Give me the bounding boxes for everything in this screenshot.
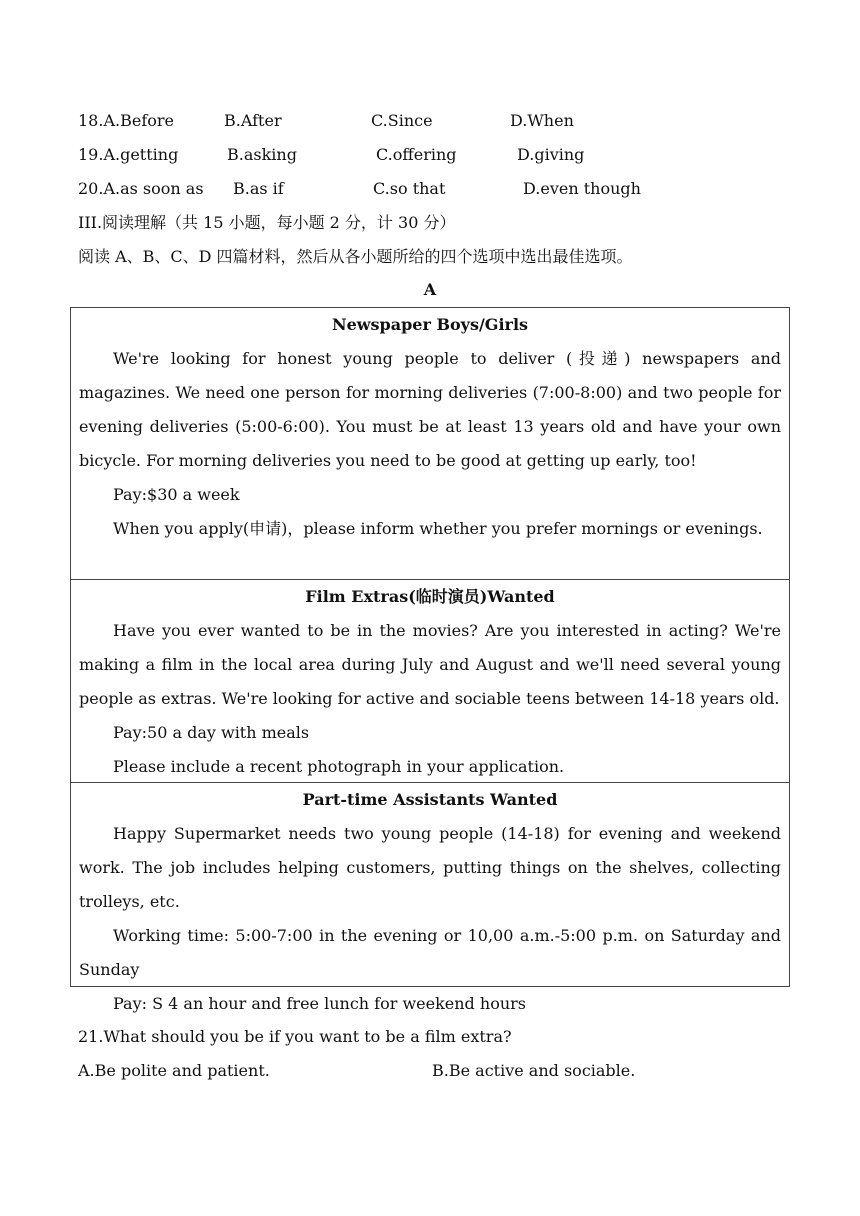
ad-body: We're looking for honest young people to deliver (投递) newspapers and magazines. We need one person for morning deliveries (7:00-8:00) and two people for evening deliveries (5:00-6:00). You must be at least 13 years old and have your own bicycle. For morning deliveries you need to be good at getting up early, too!: [79, 349, 781, 470]
ad-pay: Pay: S 4 an hour and free lunch for weekend hours: [113, 994, 526, 1013]
ad-pay: Pay:$30 a week: [113, 485, 240, 504]
q21-option-b: B.Be active and sociable.: [432, 1061, 636, 1080]
q18-a-text: A.Before: [103, 111, 174, 130]
question-20: [78, 172, 778, 206]
q18-option-d: D.When: [510, 111, 574, 130]
ad-title: Part-time Assistants Wanted: [302, 790, 558, 809]
passage-label: A: [423, 280, 437, 299]
ad-body: Have you ever wanted to be in the movies? Are you interested in acting? We're making a film in the local area during July and August and we'll need several young people as extras. We're looking for active and sociable teens between 14-18 years old.: [79, 621, 781, 708]
ad-pay: Pay:50 a day with meals: [113, 723, 310, 742]
instruction: 阅读 A、B、C、D 四篇材料，然后从各小题所给的四个选项中选出最佳选项。: [78, 247, 633, 266]
ad-note: When you apply(申请)，please inform whether you prefer mornings or evenings.: [113, 519, 763, 538]
question-21-options: [78, 1054, 778, 1088]
q18-number: 18.: [78, 111, 104, 130]
ad-part-time: [71, 782, 789, 1013]
q18-option-c: C.Since: [371, 111, 433, 130]
q20-option-b: B.as if: [233, 179, 284, 198]
q20-option-a: [78, 172, 204, 206]
q18-option-a: [78, 104, 174, 138]
q19-option-d: D.giving: [517, 145, 585, 164]
q19-option-c: C.offering: [376, 145, 457, 164]
q18-option-b: B.After: [224, 111, 282, 130]
section-heading: III.阅读理解（共 15 小题，每小题 2 分，计 30 分）: [78, 213, 456, 232]
q19-option-b: B.asking: [227, 145, 297, 164]
ads-table: [70, 307, 790, 1013]
q20-a-text: A.as soon as: [103, 179, 204, 198]
question-19: [78, 138, 778, 172]
q19-option-a: [78, 138, 178, 172]
q19-number: 19.: [78, 145, 104, 164]
ad-hours: Working time: 5:00-7:00 in the evening or 10,00 a.m.-5:00 p.m. on Saturday and Sunday: [79, 926, 781, 979]
q20-option-d: D.even though: [523, 179, 641, 198]
q19-a-text: A.getting: [103, 145, 179, 164]
question-21-stem: 21.What should you be if you want to be a film extra?: [78, 1027, 512, 1046]
ad-body: Happy Supermarket needs two young people (14-18) for evening and weekend work. The job includes helping customers, putting things on the shelves, collecting trolleys, etc.: [79, 824, 781, 911]
q21-option-a: A.Be polite and patient.: [78, 1061, 270, 1080]
q20-option-c: C.so that: [373, 179, 446, 198]
question-18: [78, 104, 778, 138]
ad-title: Newspaper Boys/Girls: [331, 315, 529, 334]
ad-title: Film Extras(临时演员)Wanted: [305, 587, 555, 606]
q20-number: 20.: [78, 179, 104, 198]
ad-film-extras: [71, 579, 789, 782]
ad-note: Please include a recent photograph in your application.: [113, 757, 565, 776]
ad-newspaper: [71, 308, 789, 579]
